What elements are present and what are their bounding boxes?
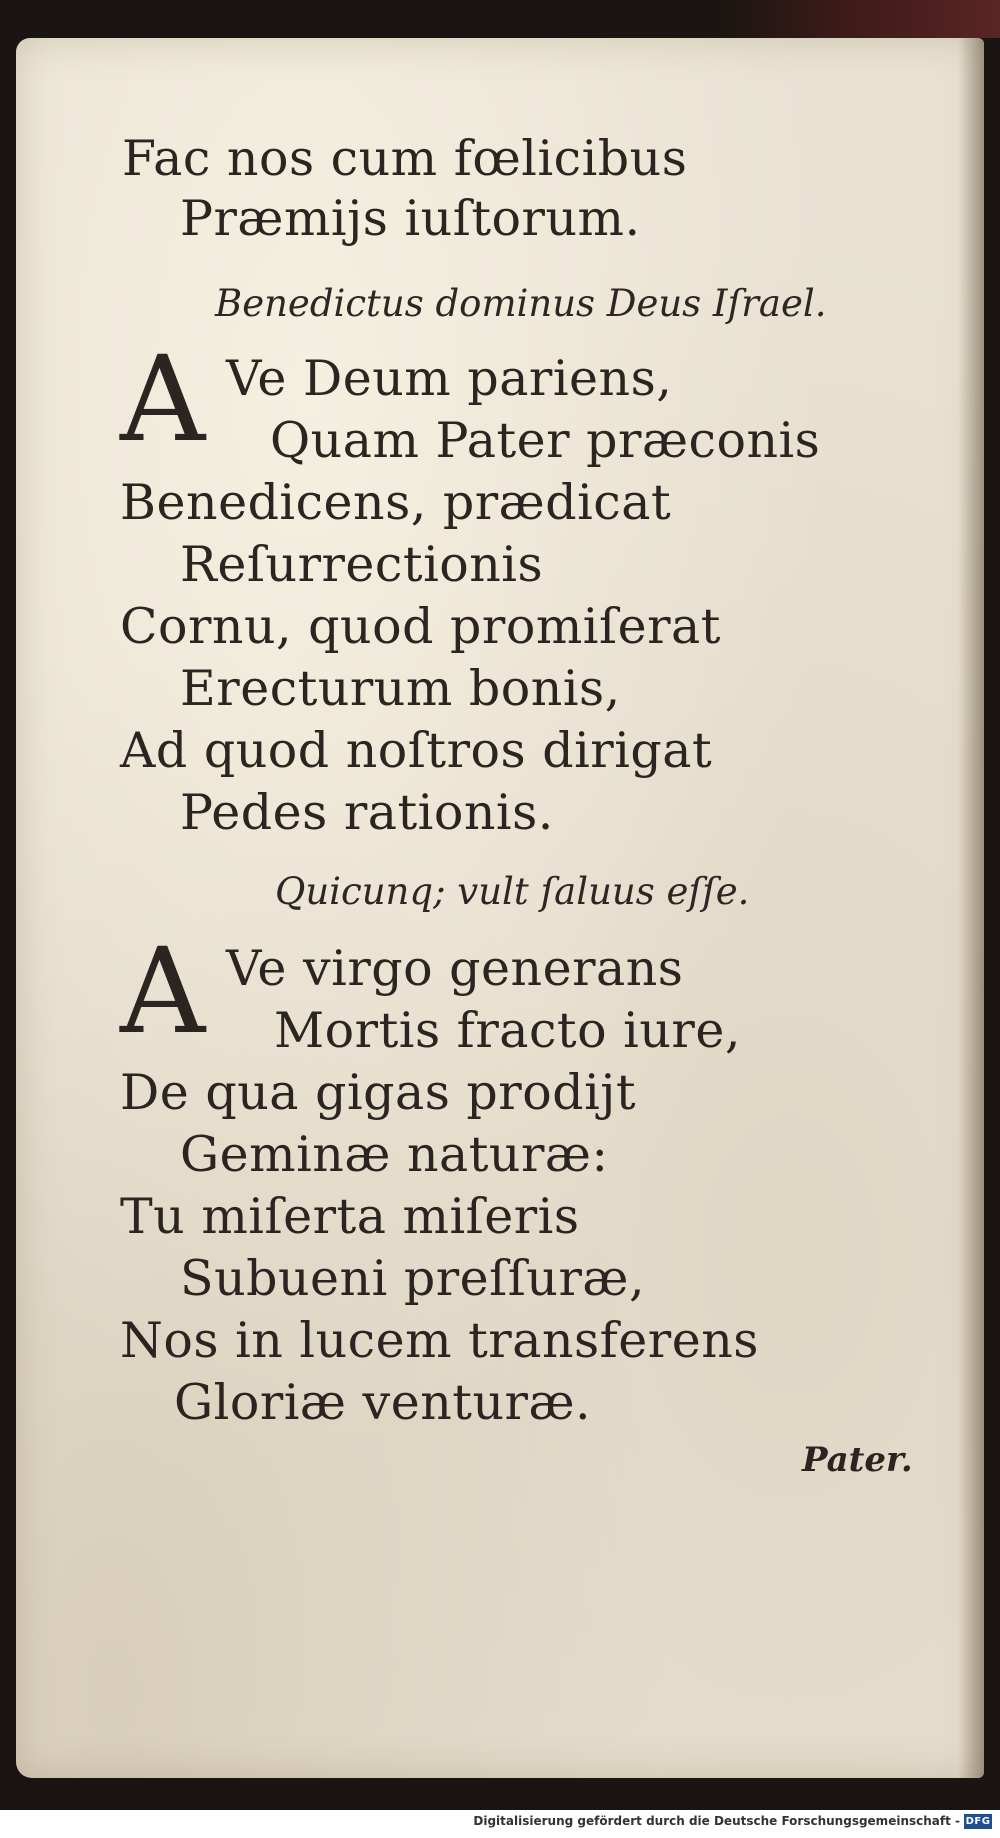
verse-line: Subueni preſſuræ, <box>180 1250 646 1307</box>
page-gutter-shadow <box>958 38 984 1778</box>
verse-line: Benedicens, prædicat <box>120 474 672 531</box>
verse-line: Quam Pater præconis <box>270 412 821 469</box>
section-heading: Benedictus dominus Deus Iſrael. <box>215 282 827 325</box>
verse-line: Præmijs iuſtorum. <box>180 190 641 247</box>
verse-line: Cornu, quod promiſerat <box>120 598 721 655</box>
verse-line: Ve Deum pariens, <box>226 350 673 407</box>
verse-line: Ve virgo generans <box>226 940 684 997</box>
verse-line: Pedes rationis. <box>180 784 554 841</box>
section-heading: Quicunq; vult ſaluus eſſe. <box>275 870 750 913</box>
verse-line: Ad quod noſtros dirigat <box>120 722 713 779</box>
book-binding-edge <box>720 0 1000 38</box>
funding-credit: Digitalisierung gefördert durch die Deutsche Forschungsgemeinschaft - <box>473 1814 960 1828</box>
verse-line: Tu miſerta miſeris <box>120 1188 580 1245</box>
dfg-logo: DFG <box>965 1816 991 1827</box>
verse-line: Fac nos cum fœlicibus <box>122 130 688 187</box>
verse-line: Gloriæ venturæ. <box>174 1374 592 1431</box>
verse-line: Reſurrectionis <box>180 536 544 593</box>
catchword: Pater. <box>802 1440 913 1480</box>
verse-line: Nos in lucem transferens <box>120 1312 759 1369</box>
verse-line: Erecturum bonis, <box>180 660 621 717</box>
verse-line: De qua gigas prodijt <box>120 1064 637 1121</box>
verse-line: Geminæ naturæ: <box>180 1126 609 1183</box>
drop-cap: A <box>120 330 206 468</box>
drop-cap: A <box>120 922 206 1060</box>
verse-line: Mortis fracto iure, <box>274 1002 741 1059</box>
